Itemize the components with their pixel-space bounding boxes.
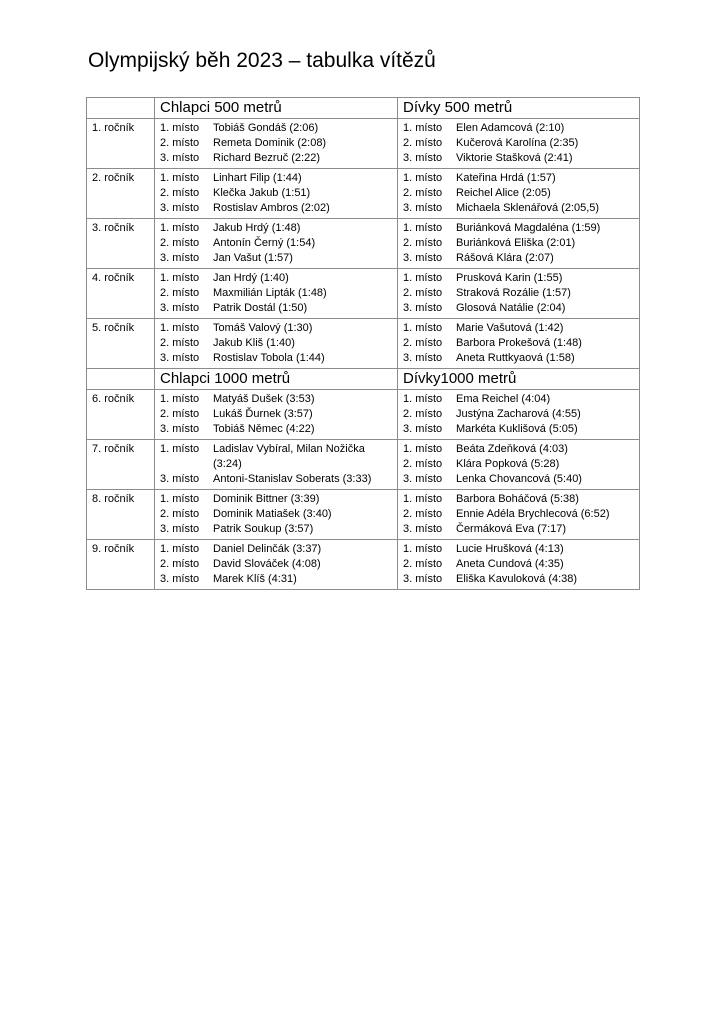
grade-row bbox=[87, 319, 640, 369]
place-label: 2. místo bbox=[160, 558, 200, 570]
place-label: 1. místo bbox=[403, 222, 443, 234]
winner-name: David Slováček (4:08) bbox=[213, 558, 321, 570]
place-label: 2. místo bbox=[403, 137, 443, 149]
place-label: 1. místo bbox=[160, 543, 200, 555]
winner-entry bbox=[403, 171, 635, 186]
winner-entry bbox=[403, 507, 635, 522]
place-label: 1. místo bbox=[403, 493, 443, 505]
winner-entry bbox=[160, 492, 393, 507]
grade-row bbox=[87, 119, 640, 169]
winner-entry bbox=[160, 321, 393, 336]
results-table-body bbox=[87, 98, 640, 590]
place-label: 3. místo bbox=[160, 423, 200, 435]
place-label: 3. místo bbox=[160, 352, 200, 364]
winner-name: Straková Rozálie (1:57) bbox=[456, 287, 571, 299]
winner-name: Kučerová Karolína (2:35) bbox=[456, 137, 579, 149]
winner-entry bbox=[403, 557, 635, 572]
winner-entry bbox=[403, 407, 635, 422]
winner-entry bbox=[403, 236, 635, 251]
winner-entry bbox=[403, 392, 635, 407]
place-label: 1. místo bbox=[160, 272, 200, 284]
winner-name: Tobiáš Gondáš (2:06) bbox=[213, 122, 319, 134]
place-label: 3. místo bbox=[403, 573, 443, 585]
winner-entry bbox=[403, 271, 635, 286]
place-label: 1. místo bbox=[403, 393, 443, 405]
winner-entry bbox=[160, 136, 393, 151]
winner-name: Tomáš Valový (1:30) bbox=[213, 322, 313, 334]
winner-entry bbox=[160, 507, 393, 522]
place-label: 3. místo bbox=[403, 473, 443, 485]
place-label: 1. místo bbox=[160, 172, 200, 184]
winner-entry bbox=[403, 121, 635, 136]
place-label: 2. místo bbox=[403, 508, 443, 520]
winner-entry bbox=[403, 301, 635, 316]
winner-name: Buriánková Eliška (2:01) bbox=[456, 237, 576, 249]
place-label: 1. místo bbox=[403, 272, 443, 284]
place-label: 3. místo bbox=[160, 473, 200, 485]
header-corner-cell bbox=[87, 98, 155, 119]
winner-name: Patrik Soukup (3:57) bbox=[213, 523, 314, 535]
girls-category-header: Dívky1000 metrů bbox=[398, 369, 640, 390]
grade-label: 5. ročník bbox=[87, 319, 155, 369]
place-label: 2. místo bbox=[403, 237, 443, 249]
winner-entry bbox=[160, 442, 393, 472]
results-table bbox=[86, 97, 640, 590]
winner-name: Aneta Cundová (4:35) bbox=[456, 558, 564, 570]
winner-entry bbox=[160, 572, 393, 587]
grade-row bbox=[87, 269, 640, 319]
winner-entry bbox=[160, 392, 393, 407]
winner-entry bbox=[403, 251, 635, 266]
winner-name: Richard Bezruč (2:22) bbox=[213, 152, 320, 164]
place-label: 1. místo bbox=[403, 443, 443, 455]
winner-entry bbox=[160, 522, 393, 537]
boys-category-header: Chlapci 1000 metrů bbox=[155, 369, 398, 390]
place-label: 2. místo bbox=[160, 337, 200, 349]
grade-row bbox=[87, 390, 640, 440]
section-header-row bbox=[87, 369, 640, 390]
grade-label: 2. ročník bbox=[87, 169, 155, 219]
section-header-row bbox=[87, 98, 640, 119]
winner-entry bbox=[160, 542, 393, 557]
place-label: 2. místo bbox=[160, 508, 200, 520]
place-label: 1. místo bbox=[160, 222, 200, 234]
page-title: Olympijský běh 2023 – tabulka vítězů bbox=[88, 49, 436, 72]
winner-name: Kateřina Hrdá (1:57) bbox=[456, 172, 556, 184]
winner-name: Jan Hrdý (1:40) bbox=[213, 272, 289, 284]
winner-name: Glosová Natálie (2:04) bbox=[456, 302, 566, 314]
place-label: 3. místo bbox=[403, 523, 443, 535]
grade-label: 3. ročník bbox=[87, 219, 155, 269]
winner-name: Eliška Kavuloková (4:38) bbox=[456, 573, 578, 585]
boys-results-cell bbox=[155, 169, 398, 219]
winner-entry bbox=[403, 151, 635, 166]
winner-entry bbox=[160, 472, 393, 487]
winner-entry bbox=[160, 301, 393, 316]
winner-name: Markéta Kuklišová (5:05) bbox=[456, 423, 578, 435]
winner-name: Barbora Boháčová (5:38) bbox=[456, 493, 579, 505]
winner-name: Čermáková Eva (7:17) bbox=[456, 523, 567, 535]
winner-entry bbox=[160, 121, 393, 136]
place-label: 1. místo bbox=[403, 322, 443, 334]
winner-name: Klára Popková (5:28) bbox=[456, 458, 560, 470]
winner-name: Remeta Dominik (2:08) bbox=[213, 137, 327, 149]
place-label: 1. místo bbox=[403, 122, 443, 134]
place-label: 1. místo bbox=[160, 122, 200, 134]
place-label: 3. místo bbox=[160, 202, 200, 214]
winner-entry bbox=[160, 422, 393, 437]
winner-entry bbox=[160, 186, 393, 201]
winner-entry bbox=[160, 336, 393, 351]
boys-results-cell bbox=[155, 269, 398, 319]
winner-name: Matyáš Dušek (3:53) bbox=[213, 393, 315, 405]
place-label: 2. místo bbox=[403, 287, 443, 299]
place-label: 1. místo bbox=[160, 493, 200, 505]
winner-name: Rostislav Tobola (1:44) bbox=[213, 352, 325, 364]
girls-results-cell bbox=[398, 169, 640, 219]
winner-entry bbox=[160, 351, 393, 366]
winner-name: Marek Klíš (4:31) bbox=[213, 573, 297, 585]
girls-results-cell bbox=[398, 319, 640, 369]
winner-name: Maxmilián Lipták (1:48) bbox=[213, 287, 327, 299]
boys-category-header: Chlapci 500 metrů bbox=[155, 98, 398, 119]
place-label: 3. místo bbox=[160, 302, 200, 314]
winner-name: Michaela Sklenářová (2:05,5) bbox=[456, 202, 600, 214]
winner-entry bbox=[160, 171, 393, 186]
girls-results-cell bbox=[398, 269, 640, 319]
place-label: 1. místo bbox=[160, 322, 200, 334]
winner-name: Lenka Chovancová (5:40) bbox=[456, 473, 582, 485]
winner-entry bbox=[160, 201, 393, 216]
place-label: 1. místo bbox=[160, 443, 200, 455]
winner-name: Ema Reichel (4:04) bbox=[456, 393, 551, 405]
winner-name: Prusková Karin (1:55) bbox=[456, 272, 563, 284]
boys-results-cell bbox=[155, 490, 398, 540]
winner-name: Elen Adamcová (2:10) bbox=[456, 122, 565, 134]
winner-name: Daniel Delinčák (3:37) bbox=[213, 543, 322, 555]
winner-name: Justýna Zacharová (4:55) bbox=[456, 408, 581, 420]
winner-name: Rostislav Ambros (2:02) bbox=[213, 202, 330, 214]
winner-name: Buriánková Magdaléna (1:59) bbox=[456, 222, 601, 234]
winner-name: Jan Vašut (1:57) bbox=[213, 252, 293, 264]
winner-name: Tobiáš Němec (4:22) bbox=[213, 423, 315, 435]
winner-entry bbox=[160, 407, 393, 422]
winner-entry bbox=[403, 422, 635, 437]
winner-entry bbox=[160, 221, 393, 236]
winner-entry bbox=[403, 336, 635, 351]
girls-results-cell bbox=[398, 540, 640, 590]
winner-entry bbox=[403, 186, 635, 201]
winner-name: Klečka Jakub (1:51) bbox=[213, 187, 311, 199]
girls-results-cell bbox=[398, 119, 640, 169]
grade-label: 9. ročník bbox=[87, 540, 155, 590]
place-label: 3. místo bbox=[403, 152, 443, 164]
winner-entry bbox=[160, 557, 393, 572]
winner-name: Lukáš Ďurnek (3:57) bbox=[213, 408, 313, 420]
place-label: 2. místo bbox=[403, 337, 443, 349]
place-label: 2. místo bbox=[160, 137, 200, 149]
winner-name: Patrik Dostál (1:50) bbox=[213, 302, 308, 314]
boys-results-cell bbox=[155, 319, 398, 369]
place-label: 3. místo bbox=[160, 252, 200, 264]
winner-entry bbox=[403, 522, 635, 537]
winner-entry bbox=[403, 221, 635, 236]
winner-name: Ennie Adéla Brychlecová (6:52) bbox=[456, 508, 610, 520]
girls-results-cell bbox=[398, 490, 640, 540]
place-label: 2. místo bbox=[160, 187, 200, 199]
winner-entry bbox=[403, 472, 635, 487]
place-label: 1. místo bbox=[160, 393, 200, 405]
winner-name: Ladislav Vybíral, Milan Nožička (3:24) bbox=[213, 443, 365, 470]
place-label: 3. místo bbox=[403, 302, 443, 314]
winner-entry bbox=[403, 351, 635, 366]
grade-label: 1. ročník bbox=[87, 119, 155, 169]
header-corner-cell bbox=[87, 369, 155, 390]
winner-name: Dominik Bittner (3:39) bbox=[213, 493, 320, 505]
winner-entry bbox=[403, 136, 635, 151]
girls-results-cell bbox=[398, 440, 640, 490]
place-label: 2. místo bbox=[160, 408, 200, 420]
place-label: 2. místo bbox=[160, 287, 200, 299]
girls-results-cell bbox=[398, 219, 640, 269]
grade-row bbox=[87, 219, 640, 269]
place-label: 2. místo bbox=[403, 558, 443, 570]
place-label: 1. místo bbox=[403, 172, 443, 184]
place-label: 2. místo bbox=[403, 458, 443, 470]
grade-label: 4. ročník bbox=[87, 269, 155, 319]
grade-row bbox=[87, 440, 640, 490]
grade-row bbox=[87, 169, 640, 219]
winner-name: Antoni-Stanislav Soberats (3:33) bbox=[213, 473, 372, 485]
grade-label: 6. ročník bbox=[87, 390, 155, 440]
winner-entry bbox=[403, 201, 635, 216]
winner-entry bbox=[403, 572, 635, 587]
boys-results-cell bbox=[155, 440, 398, 490]
winner-name: Rášová Klára (2:07) bbox=[456, 252, 554, 264]
place-label: 2. místo bbox=[160, 237, 200, 249]
place-label: 3. místo bbox=[160, 523, 200, 535]
winner-entry bbox=[403, 321, 635, 336]
winner-name: Reichel Alice (2:05) bbox=[456, 187, 551, 199]
place-label: 3. místo bbox=[403, 252, 443, 264]
place-label: 3. místo bbox=[160, 573, 200, 585]
place-label: 3. místo bbox=[160, 152, 200, 164]
boys-results-cell bbox=[155, 390, 398, 440]
grade-row bbox=[87, 490, 640, 540]
winner-name: Aneta Ruttkyaová (1:58) bbox=[456, 352, 575, 364]
winner-name: Jakub Hrdý (1:48) bbox=[213, 222, 301, 234]
boys-results-cell bbox=[155, 540, 398, 590]
girls-category-header: Dívky 500 metrů bbox=[398, 98, 640, 119]
grade-row bbox=[87, 540, 640, 590]
winner-name: Dominik Matiašek (3:40) bbox=[213, 508, 332, 520]
girls-results-cell bbox=[398, 390, 640, 440]
place-label: 3. místo bbox=[403, 202, 443, 214]
grade-label: 7. ročník bbox=[87, 440, 155, 490]
winner-entry bbox=[160, 286, 393, 301]
winner-entry bbox=[160, 251, 393, 266]
winner-name: Barbora Prokešová (1:48) bbox=[456, 337, 582, 349]
winner-name: Jakub Kliš (1:40) bbox=[213, 337, 295, 349]
winner-entry bbox=[160, 151, 393, 166]
place-label: 1. místo bbox=[403, 543, 443, 555]
winner-name: Lucie Hrušková (4:13) bbox=[456, 543, 564, 555]
winner-name: Antonín Černý (1:54) bbox=[213, 237, 316, 249]
winner-entry bbox=[160, 236, 393, 251]
winner-entry bbox=[403, 286, 635, 301]
winner-entry bbox=[403, 442, 635, 457]
grade-label: 8. ročník bbox=[87, 490, 155, 540]
winner-name: Beáta Zdeňková (4:03) bbox=[456, 443, 568, 455]
place-label: 2. místo bbox=[403, 187, 443, 199]
winner-entry bbox=[403, 542, 635, 557]
winner-entry bbox=[403, 457, 635, 472]
place-label: 3. místo bbox=[403, 423, 443, 435]
place-label: 3. místo bbox=[403, 352, 443, 364]
boys-results-cell bbox=[155, 119, 398, 169]
winner-entry bbox=[403, 492, 635, 507]
winner-name: Linhart Filip (1:44) bbox=[213, 172, 302, 184]
place-label: 2. místo bbox=[403, 408, 443, 420]
boys-results-cell bbox=[155, 219, 398, 269]
winner-name: Viktorie Stašková (2:41) bbox=[456, 152, 573, 164]
winner-name: Marie Vašutová (1:42) bbox=[456, 322, 564, 334]
winner-entry bbox=[160, 271, 393, 286]
